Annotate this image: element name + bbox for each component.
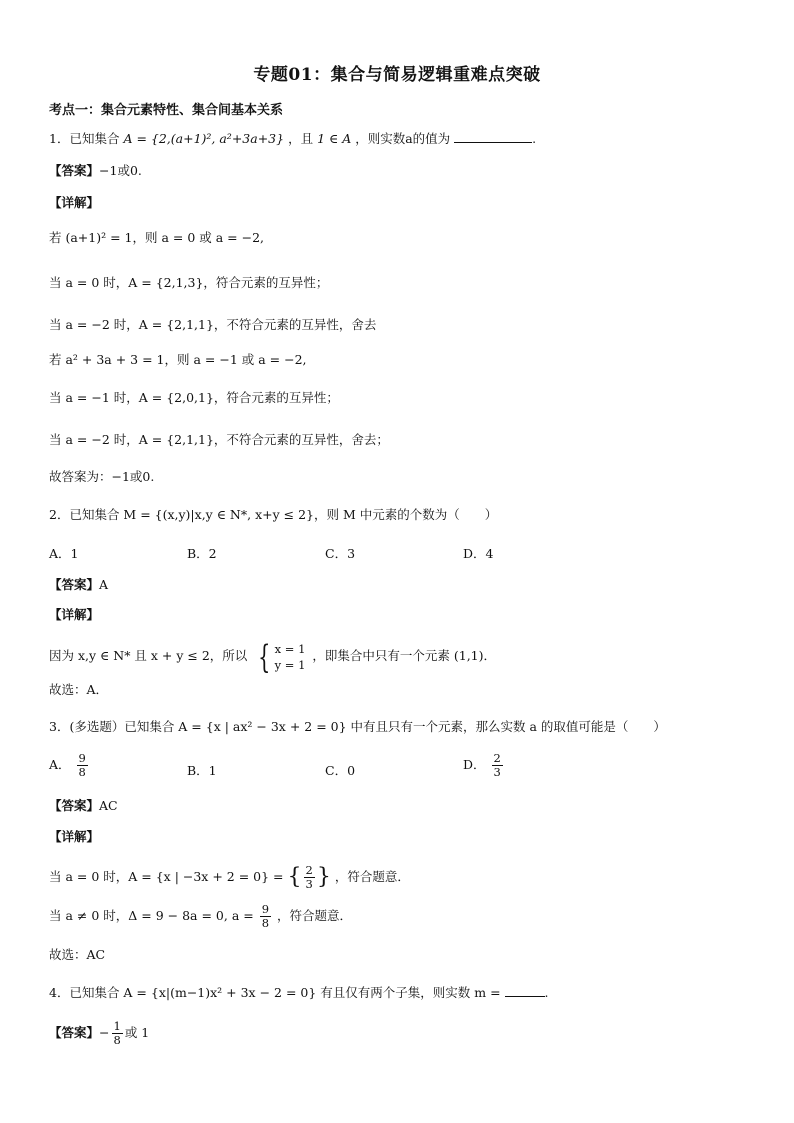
q1-answer-blank [454,130,532,143]
q4-stem-text: 4．已知集合 A = {x|(m−1)x² + 3x − 2 = 0} 有且仅有两个子集，则实数 m = [49,985,501,1000]
q2-answer-value: A [99,577,109,592]
denominator: 8 [261,916,270,930]
q4-answer-sign: − [99,1025,110,1040]
answer-label: 【答案】 [49,798,100,813]
q3-answer [49,797,118,815]
fraction [492,752,503,779]
numerator: 9 [78,751,86,765]
q3-stem: 3．(多选题）已知集合 A = {x | ax² − 3x + 2 = 0} 中有且只有一个元素，那么实数 a 的取值可能是（ ） [49,719,666,734]
system-row: y = 1 [274,657,306,672]
q1-membership: 1 ∈ A [317,131,352,146]
fraction [112,1020,123,1047]
equation-system [254,637,306,676]
q3-option-d [463,752,505,779]
q1-answer-value: −1或0. [99,163,142,178]
q2-option-d: D．4 [463,546,494,561]
q1-step: 当 a = 0 时，A = {2,1,3}，符合元素的互异性； [49,275,329,290]
q3-step [49,858,410,897]
q1-stem-end: . [532,131,537,146]
option-label: D． [463,757,486,772]
left-brace: { [258,637,271,676]
q2-step-text: 因为 x,y ∈ N* 且 x + y ≤ 2，所以 [49,648,248,663]
q3-step-text: ，符合题意． [334,869,410,884]
q4-stem [49,984,549,1002]
q2-step [49,636,496,676]
fraction [77,752,88,779]
q2-conclusion: 故选：A． [49,682,109,697]
q3-answer-value: AC [99,798,118,813]
q2-option-c: C．3 [325,546,356,561]
q4-answer-blank [505,984,545,997]
q3-option-a [49,752,90,779]
q3-step-text: 当 a = 0 时，A = {x | −3x + 2 = 0} = [49,869,284,884]
numerator: 2 [493,751,501,765]
q4-stem-end: . [544,985,549,1000]
answer-label: 【答案】 [49,1025,100,1040]
q1-step: 当 a = −2 时，A = {2,1,1}，不符合元素的互异性，舍去； [49,432,389,447]
q1-step: 当 a = −1 时，A = {2,0,1}，符合元素的互异性； [49,390,339,405]
q1-step: 若 a² + 3a + 3 = 1，则 a = −1 或 a = −2, [49,352,307,367]
q3-step-text: 当 a ≠ 0 时，Δ = 9 − 8a = 0, a = [49,908,254,923]
fraction [304,864,315,891]
denominator: 8 [78,765,86,779]
q1-stem-part: 1．已知集合 [49,131,120,146]
q4-answer [49,1016,149,1050]
q2-detail-label: 【详解】 [49,607,100,622]
q1-conclusion: 故答案为：−1或0. [49,469,155,484]
page-title: 专题01：集合与简易逻辑重难点突破 [253,65,541,85]
numerator: 2 [305,863,313,877]
denominator: 3 [305,877,313,891]
system-row: x = 1 [274,641,306,656]
q1-set-expression: A = {2,(a+1)², a²+3a+3} [123,131,285,146]
q3-detail-label: 【详解】 [49,829,100,844]
answer-label: 【答案】 [49,577,100,592]
left-brace: { [287,864,302,890]
numerator: 9 [261,902,270,916]
q1-detail-label: 【详解】 [49,195,100,210]
q2-option-a: A．1 [49,546,79,561]
section-heading: 考点一：集合元素特性、集合间基本关系 [49,103,284,118]
q4-answer-rest: 或 1 [124,1025,150,1040]
q3-option-c: C．0 [325,763,356,778]
q2-option-b: B．2 [187,546,217,561]
denominator: 8 [113,1033,121,1047]
q1-stem-part: ，则实数a的值为 [355,131,451,146]
q2-step-text: ，即集合中只有一个元素 (1,1)． [312,648,497,663]
answer-label: 【答案】 [49,163,100,178]
fraction [260,903,271,930]
q1-step: 若 (a+1)² = 1，则 a = 0 或 a = −2, [49,230,265,245]
q2-answer [49,576,108,594]
q1-stem-part: ，且 [288,131,314,146]
option-label: A． [49,757,71,772]
q3-option-b: B．1 [187,763,217,778]
q1-answer [49,162,142,180]
q3-conclusion: 故选：AC [49,947,106,962]
denominator: 3 [493,765,501,779]
q3-step-text: ，符合题意． [277,908,353,923]
q3-step [49,898,352,934]
q2-stem: 2．已知集合 M = {(x,y)|x,y ∈ N*, x+y ≤ 2}，则 M 中元素的个数为（ ） [49,507,498,522]
right-brace: } [316,864,331,890]
q1-step: 当 a = −2 时，A = {2,1,1}，不符合元素的互异性，舍去 [49,317,377,332]
numerator: 1 [113,1019,121,1033]
q1-stem [49,130,536,148]
